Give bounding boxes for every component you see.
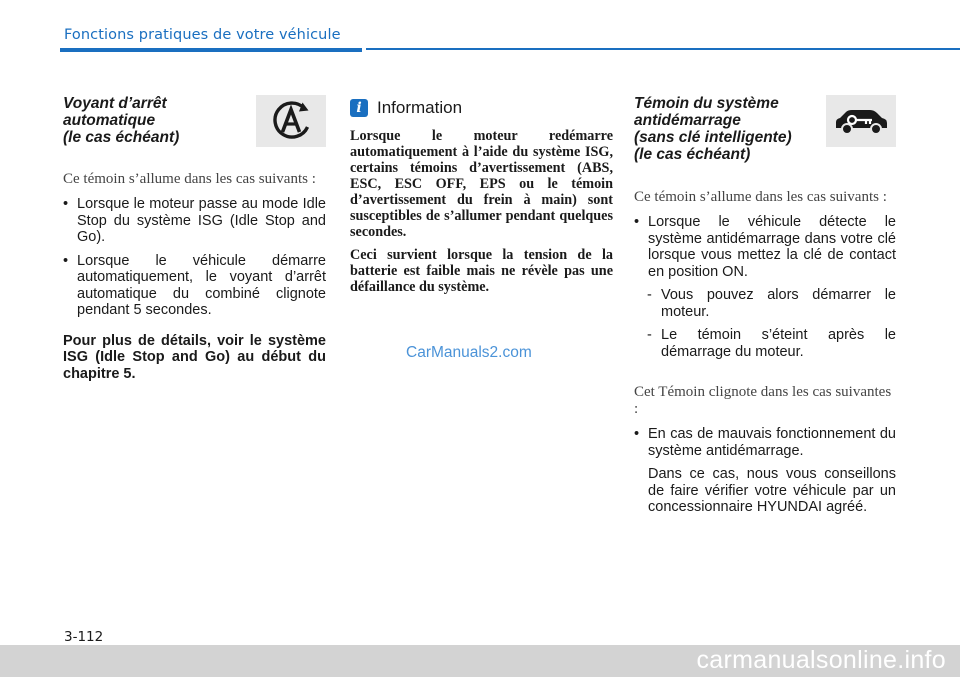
auto-stop-icon — [256, 95, 326, 147]
section-header-title: Fonctions pratiques de votre véhicule — [64, 27, 341, 43]
intro-text: Ce témoin s’allume dans les cas suivants : — [634, 189, 887, 205]
header-rule — [366, 48, 960, 50]
column-immobilizer — [634, 95, 896, 516]
site-watermark: CarManuals2.com — [406, 344, 532, 361]
information-paragraph: Lorsque le moteur redémarre automatiquement à l’aide du système ISG, certains témoins d’avertissement (ABS, ESC, ESC OFF, EPS ou le témoin d’avertissement du frein à main) sont susceptibles de s’allumer pendant quelques secondes. — [350, 128, 613, 240]
list-item: • En cas de mauvais fonctionnement du système antidémarrage. — [634, 426, 896, 459]
information-paragraph: Ceci survient lorsque la tension de la batterie est faible mais ne révèle pas une défaillance du système. — [350, 247, 613, 295]
information-heading — [350, 97, 613, 119]
reference-note: Pour plus de détails, voir le système ISG (Idle Stop and Go) au début du chapitre 5. — [63, 332, 326, 382]
info-icon: i — [350, 99, 368, 117]
sub-list-item: - Le témoin s’éteint après le démarrage du moteur. — [647, 327, 896, 360]
section-heading-immobilizer — [634, 95, 896, 165]
header-accent-bar — [60, 48, 362, 52]
column-auto-stop — [63, 95, 326, 382]
intro-text: Cet Témoin clignote dans les cas suivantes : — [634, 384, 892, 417]
list-item: • Lorsque le moteur passe au mode Idle Stop du système ISG (Idle Stop and Go). — [63, 196, 326, 245]
intro-text: Ce témoin s’allume dans les cas suivants : — [63, 171, 316, 187]
information-title: Information — [377, 98, 463, 117]
column-information — [350, 95, 613, 295]
list-item: • Lorsque le véhicule détecte le système antidémarrage dans votre clé lorsque vous mettez la clé de contact en position ON. — [634, 214, 896, 280]
section-title: Témoin du système antidémarrage (sans clé intelligente) (le cas échéant) — [634, 95, 792, 163]
footer-watermark: carmanualsonline.info — [696, 646, 946, 674]
section-heading-auto-stop — [63, 95, 326, 151]
list-item: • Lorsque le véhicule démarre automatiquement, le voyant d’arrêt automatique du combiné clignote pendant 5 secondes. — [63, 252, 326, 318]
immobilizer-car-key-icon — [826, 95, 896, 147]
list-item-continuation: Dans ce cas, nous vous conseillons de faire vérifier votre véhicule par un concessionnaire HYUNDAI agréé. — [648, 466, 896, 515]
sub-list-item: - Vous pouvez alors démarrer le moteur. — [647, 287, 896, 320]
page-number: 3-112 — [64, 629, 104, 645]
section-title: Voyant d’arrêt automatique (le cas échéant) — [63, 95, 180, 146]
